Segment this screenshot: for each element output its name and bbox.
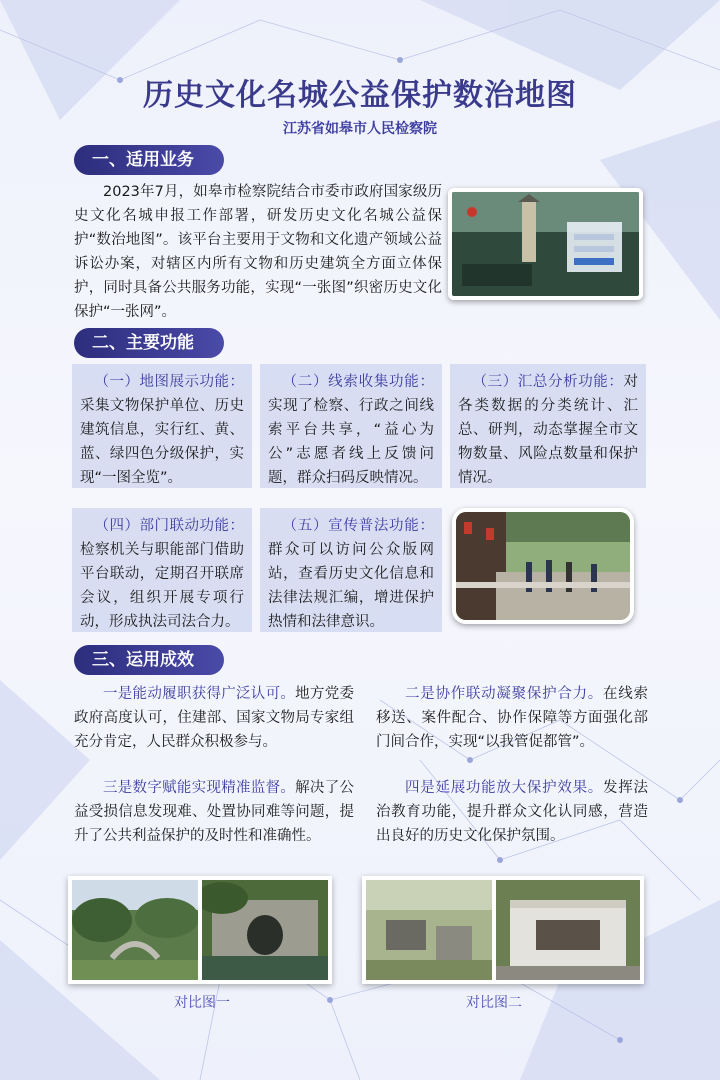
result-body: 在线索移送、案件配合、协作保障等方面强化部门间合作，实现“以我管促都管”。 xyxy=(376,686,649,750)
function-box-map-display xyxy=(72,364,252,488)
function-box-summary-analysis xyxy=(450,364,646,488)
result-paragraph-3 xyxy=(74,776,354,848)
comparison-caption-2: 对比图二 xyxy=(466,995,522,1011)
result-lead: 三是数字赋能实现精准监督。 xyxy=(103,780,296,796)
comparison-1-after-image xyxy=(202,880,328,980)
inspection-photo-image xyxy=(452,508,634,624)
function-title: （二）线索收集功能： xyxy=(282,374,434,390)
function-body: 实现了检察、行政之间线索平台共享，“益心为公”志愿者线上反馈问题，群众扫码反映情况。 xyxy=(268,398,434,486)
function-title: （四）部门联动功能： xyxy=(94,518,244,534)
function-title: （一）地图展示功能： xyxy=(94,374,244,390)
function-box-department-linkage xyxy=(72,508,252,632)
function-body: 采集文物保护单位、历史建筑信息，实行红、黄、蓝、绿四色分级保护，实现“一图全览”。 xyxy=(80,398,244,486)
result-paragraph-1 xyxy=(74,682,354,754)
function-body: 检察机关与职能部门借助平台联动，定期召开联席会议，组织开展专项行动，形成执法司法合力。 xyxy=(80,542,244,630)
comparison-2-before-image xyxy=(366,880,492,980)
section-heading-usage: 一、适用业务 xyxy=(74,145,224,175)
usage-paragraph: 2023年7月，如皋市检察院结合市委市政府国家级历史文化名城申报工作部署，研发历史文化名城公益保护“数治地图”。该平台主要用于文物和文化遗产领域公益诉讼办案，对辖区内所有文物和历史建筑全方面立体保护，同时具备公共服务功能，实现“一张图”织密历史文化保护“一张网”。 xyxy=(74,184,442,320)
platform-screenshot-image xyxy=(448,188,643,300)
result-lead: 二是协作联动凝聚保护合力。 xyxy=(405,686,604,702)
function-title: （三）汇总分析功能： xyxy=(472,374,624,390)
section-heading-functions: 二、主要功能 xyxy=(74,328,224,358)
function-title: （五）宣传普法功能： xyxy=(282,518,434,534)
function-body: 群众可以访问公众版网站，查看历史文化信息和法律法规汇编，增进保护热情和法律意识。 xyxy=(268,542,434,630)
comparison-2-after-image xyxy=(496,880,640,980)
function-body: 对各类数据的分类统计、汇总、研判，动态掌握全市文物数量、风险点数量和保护情况。 xyxy=(458,374,638,486)
function-box-publicity-law xyxy=(260,508,442,632)
result-body: 解决了公益受损信息发现难、处置协同难等问题，提升了公共利益保护的及时性和准确性。 xyxy=(74,780,354,844)
comparison-photos-1 xyxy=(68,876,332,984)
comparison-caption-1: 对比图一 xyxy=(174,995,230,1011)
section-heading-results: 三、运用成效 xyxy=(74,645,224,675)
comparison-1-before-image xyxy=(72,880,198,980)
result-body: 地方党委政府高度认可，住建部、国家文物局专家组充分肯定，人民群众积极参与。 xyxy=(74,686,354,750)
result-body: 发挥法治教育功能，提升群众文化认同感，营造出良好的历史文化保护氛围。 xyxy=(376,780,649,844)
comparison-photos-2 xyxy=(362,876,644,984)
page-subtitle: 江苏省如皋市人民检察院 xyxy=(283,121,437,137)
result-lead: 四是延展功能放大保护效果。 xyxy=(405,780,604,796)
result-paragraph-4 xyxy=(376,776,648,848)
page-title: 历史文化名城公益保护数治地图 xyxy=(143,78,577,113)
function-box-clue-collection xyxy=(260,364,442,488)
result-paragraph-2 xyxy=(376,682,648,754)
result-lead: 一是能动履职获得广泛认可。 xyxy=(103,686,296,702)
